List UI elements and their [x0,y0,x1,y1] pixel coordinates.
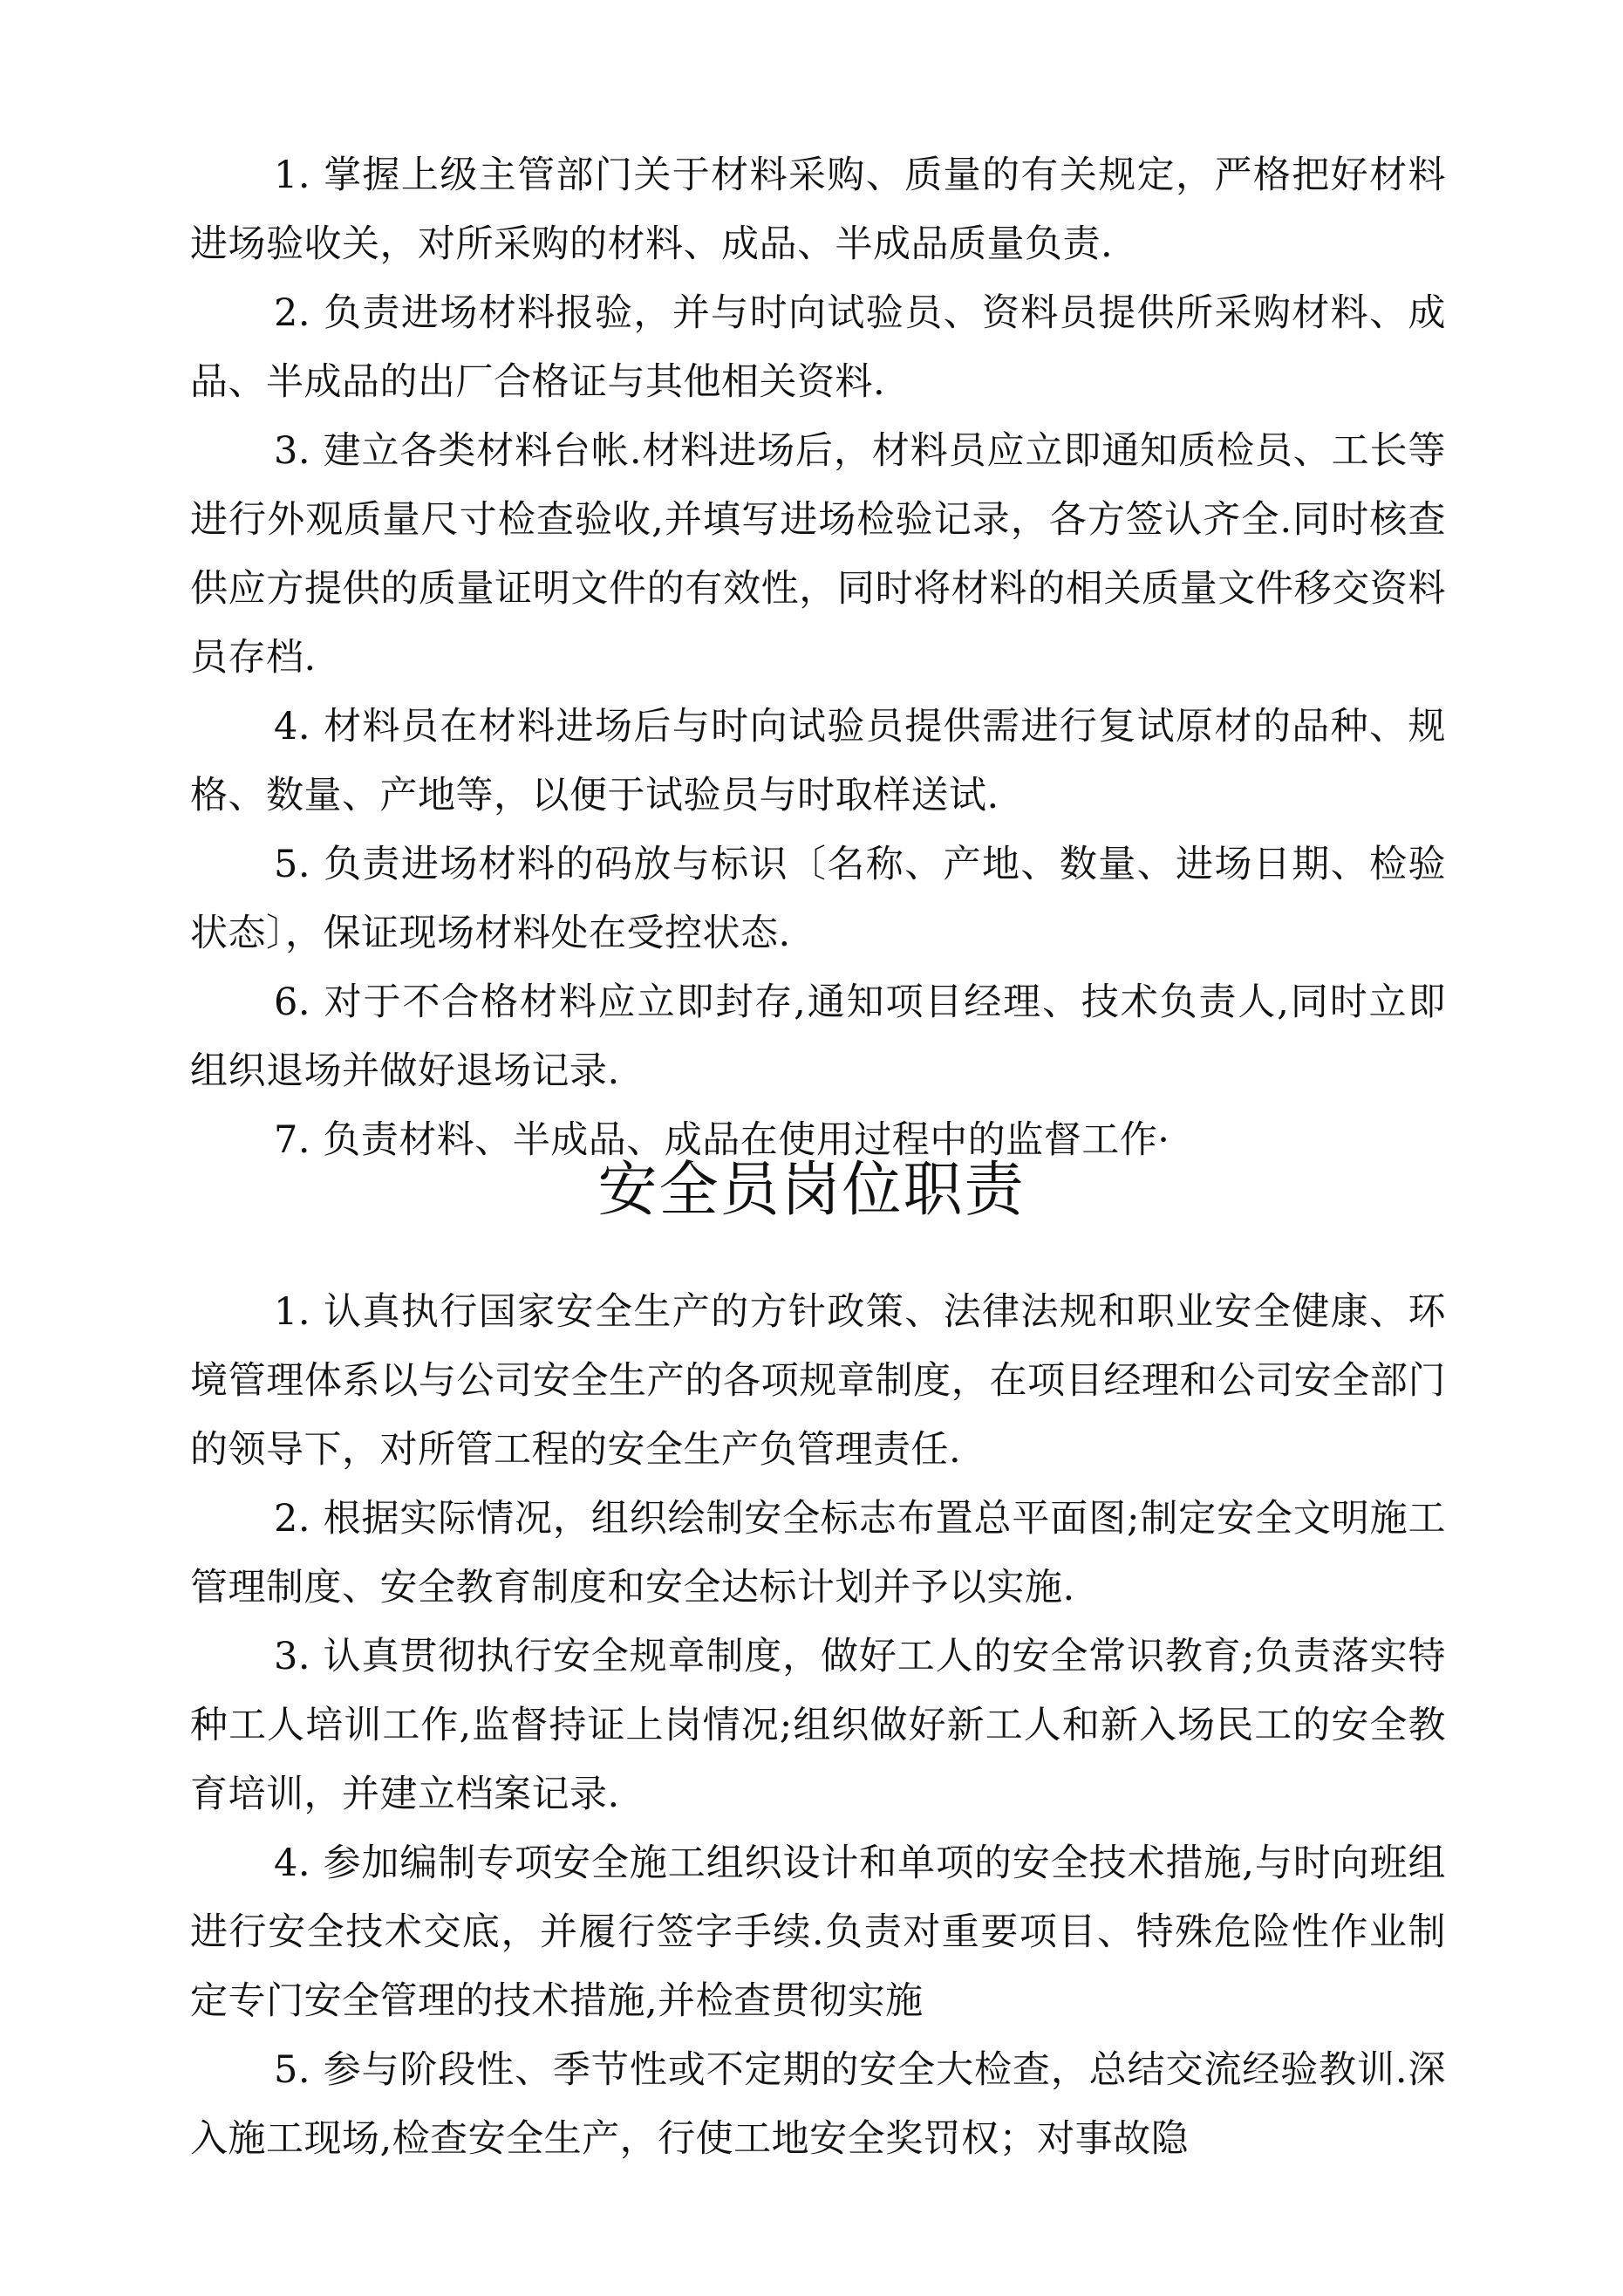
safety-item-3: 3. 认真贯彻执行安全规章制度，做好工人的安全常识教育;负责落实特种工人培训工作,监督持证上岗情况;组织做好新工人和新入场民工的安全教育培训，并建立档案记录. [190,1635,1446,1816]
section-title: 安全员岗位职责 [597,1156,1026,1225]
material-duties-section [190,141,1446,1175]
duty-item-3: 3. 建立各类材料台帐.材料进场后，材料员应立即通知质检员、工长等进行外观质量尺寸检查验收,并填写进场检验记录，各方签认齐全.同时核查供应方提供的质量证明文件的有效性，同时将材料的相关质量文件移交资料员存档. [190,429,1446,680]
duty-item-4: 4. 材料员在材料进场后与时向试验员提供需进行复试原材的品种、规格、数量、产地等，以便于试验员与时取样送试. [190,705,1446,817]
duty-item-1: 1. 掌握上级主管部门关于材料采购、质量的有关规定，严格把好材料进场验收关，对所采购的材料、成品、半成品质量负责. [190,154,1446,266]
safety-item-2: 2. 根据实际情况，组织绘制安全标志布置总平面图;制定安全文明施工管理制度、安全教育制度和安全达标计划并予以实施. [190,1497,1446,1609]
duty-item-6: 6. 对于不合格材料应立即封存,通知项目经理、技术负责人,同时立即组织退场并做好退场记录. [190,981,1446,1093]
duty-item-7: 7. 负责材料、半成品、成品在使用过程中的监督工作· [274,1118,1170,1162]
safety-item-1: 1. 认真执行国家安全生产的方针政策、法律法规和职业安全健康、环境管理体系以与公司安全生产的各项规章制度，在项目经理和公司安全部门的领导下，对所管工程的安全生产负管理责任. [190,1290,1446,1472]
safety-item-5: 5. 参与阶段性、季节性或不定期的安全大检查，总结交流经验教训.深入施工现场,检查安全生产，行使工地安全奖罚权；对事故隐 [190,2048,1446,2161]
safety-duties-section [190,1278,1446,2174]
duty-item-5: 5. 负责进场材料的码放与标识〔名称、产地、数量、进场日期、检验状态〕，保证现场材料处在受控状态. [190,843,1446,955]
duty-item-2: 2. 负责进场材料报验，并与时向试验员、资料员提供所采购材料、成品、半成品的出厂合格证与其他相关资料. [190,291,1446,404]
safety-item-4: 4. 参加编制专项安全施工组织设计和单项的安全技术措施,与时向班组进行安全技术交底，并履行签字手续.负责对重要项目、特殊危险性作业制定专门安全管理的技术措施,并检查贯彻实施 [190,1842,1446,2023]
